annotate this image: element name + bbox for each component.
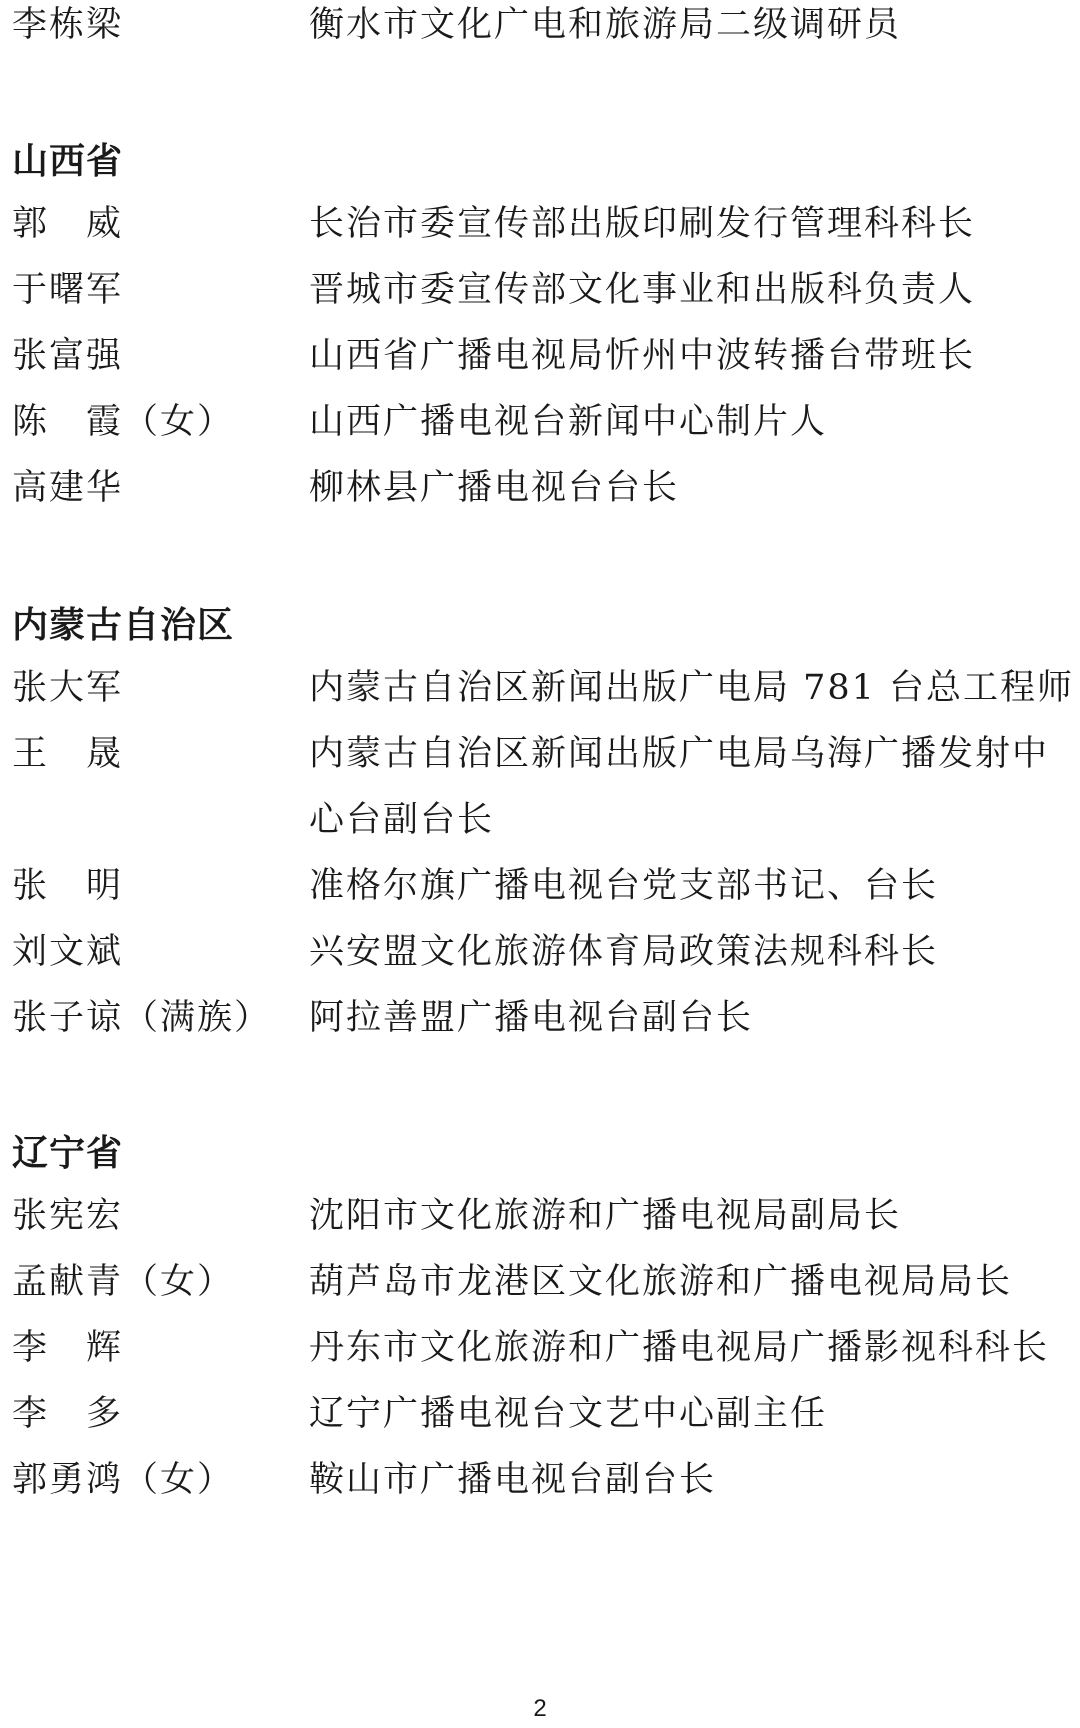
list-item (0, 1457, 1080, 1523)
list-item (0, 2, 1080, 68)
person-title: 阿拉善盟广播电视台副台长 (309, 998, 754, 1038)
person-title-continuation: 心台副台长 (309, 800, 495, 840)
section-heading: 山西省 (12, 141, 124, 182)
person-title: 兴安盟文化旅游体育局政策法规科科长 (309, 932, 939, 972)
person-title: 长治市委宣传部出版印刷发行管理科科长 (309, 204, 976, 244)
person-title: 内蒙古自治区新闻出版广电局 781 台总工程师 (309, 668, 1075, 708)
person-title: 辽宁广播电视台文艺中心副主任 (309, 1394, 828, 1434)
section-heading: 辽宁省 (12, 1133, 124, 1174)
person-title: 丹东市文化旅游和广播电视局广播影视科科长 (309, 1328, 1050, 1368)
person-title: 葫芦岛市龙港区文化旅游和广播电视局局长 (309, 1262, 1013, 1302)
person-title: 准格尔旗广播电视台党支部书记、台长 (309, 866, 939, 906)
section-heading: 内蒙古自治区 (12, 605, 235, 646)
list-item (0, 333, 1080, 399)
list-item (0, 201, 1080, 267)
person-title: 柳林县广播电视台台长 (309, 468, 680, 508)
person-name: 张富强 (12, 336, 124, 376)
person-title: 鞍山市广播电视台副台长 (309, 1460, 717, 1500)
list-item (0, 1193, 1080, 1259)
list-item (0, 267, 1080, 333)
list-item (0, 1325, 1080, 1391)
person-name: 李栋梁 (12, 5, 124, 45)
person-name: 于曙军 (12, 270, 124, 310)
person-name: 张宪宏 (12, 1196, 124, 1236)
person-title: 山西广播电视台新闻中心制片人 (309, 402, 828, 442)
person-name: 高建华 (12, 468, 124, 508)
page-number: 2 (533, 1695, 547, 1722)
person-name: 郭 威 (12, 204, 124, 244)
person-title: 山西省广播电视局忻州中波转播台带班长 (309, 336, 976, 376)
list-item (0, 665, 1080, 731)
list-item (0, 731, 1080, 797)
person-name: 张 明 (12, 866, 124, 906)
person-name: 陈 霞（女） (12, 402, 235, 442)
person-name: 王 晟 (12, 734, 124, 774)
person-name: 孟献青（女） (12, 1262, 235, 1302)
person-name: 张大军 (12, 668, 124, 708)
list-item (0, 929, 1080, 995)
person-title: 沈阳市文化旅游和广播电视局副局长 (309, 1196, 902, 1236)
list-item (0, 399, 1080, 465)
person-title: 内蒙古自治区新闻出版广电局乌海广播发射中 (309, 734, 1050, 774)
person-name: 郭勇鸿（女） (12, 1460, 235, 1500)
list-item (0, 1259, 1080, 1325)
person-name: 刘文斌 (12, 932, 124, 972)
person-name: 李 多 (12, 1394, 124, 1434)
person-name: 李 辉 (12, 1328, 124, 1368)
person-name: 张子谅（满族） (12, 998, 272, 1038)
list-item-continuation (0, 797, 1080, 863)
person-title: 晋城市委宣传部文化事业和出版科负责人 (309, 270, 976, 310)
list-item (0, 1391, 1080, 1457)
list-item (0, 995, 1080, 1061)
list-item (0, 863, 1080, 929)
person-title: 衡水市文化广电和旅游局二级调研员 (309, 5, 902, 45)
list-item (0, 465, 1080, 531)
